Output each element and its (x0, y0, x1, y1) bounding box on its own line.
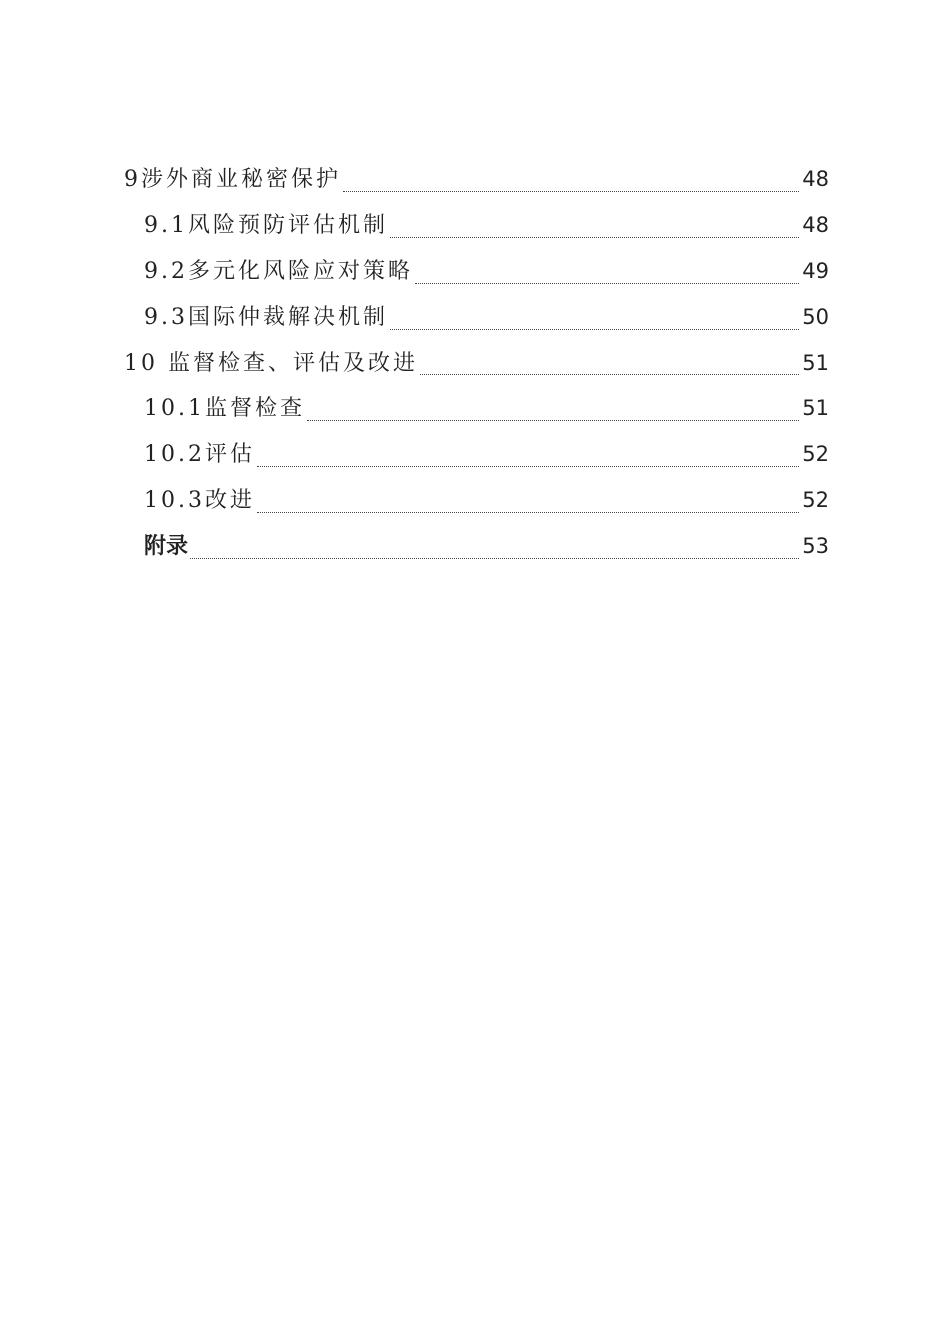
toc-entry-title: 风险预防评估机制 (188, 212, 389, 238)
toc-entry-title: 涉外商业秘密保护 (141, 167, 342, 192)
toc-entry-10-2[interactable] (124, 437, 829, 483)
toc-entry-9[interactable] (124, 162, 829, 208)
toc-entry-title: 评估 (204, 442, 255, 468)
toc-entry-10-1[interactable] (124, 391, 829, 437)
toc-entry-title: 国际仲裁解决机制 (188, 304, 389, 330)
dot-leader (420, 373, 799, 375)
toc-entry-10[interactable] (124, 346, 829, 392)
dot-leader (257, 465, 799, 467)
toc-entry-page: 52 (802, 488, 829, 513)
toc-entry-number: 10.3 (144, 488, 205, 514)
toc-entry-9-3[interactable] (124, 300, 829, 346)
toc-entry-9-2[interactable] (124, 254, 829, 300)
toc-entry-number: 10.2 (144, 442, 205, 468)
toc-entry-page: 48 (802, 167, 829, 191)
dot-leader (415, 282, 799, 284)
toc-entry-title: 监督检查 (204, 396, 305, 422)
toc-entry-number: 9.2 (144, 258, 188, 284)
dot-leader (190, 557, 799, 559)
toc-entry-number: 10 (124, 350, 158, 376)
toc-entry-number: 9 (124, 167, 141, 192)
toc-entry-9-1[interactable] (124, 208, 829, 254)
dot-leader (390, 236, 799, 238)
dot-leader (343, 190, 799, 192)
toc-entry-page: 48 (802, 212, 829, 237)
toc-entry-page: 49 (802, 258, 829, 283)
dot-leader (390, 328, 799, 330)
toc-entry-page: 53 (802, 534, 829, 559)
toc-entry-number: 9.1 (144, 212, 188, 238)
table-of-contents (124, 162, 829, 575)
toc-entry-number: 10.1 (144, 396, 205, 422)
toc-entry-title: 多元化风险应对策略 (188, 258, 414, 284)
toc-entry-page: 51 (802, 396, 829, 421)
toc-entry-page: 52 (802, 442, 829, 467)
toc-entry-title: 监督检查、评估及改进 (168, 350, 419, 376)
toc-entry-page: 51 (802, 350, 829, 375)
dot-leader (257, 511, 799, 513)
toc-entry-number: 9.3 (144, 304, 188, 330)
toc-entry-10-3[interactable] (124, 483, 829, 529)
toc-entry-appendix[interactable] (124, 529, 829, 575)
toc-entry-page: 50 (802, 304, 829, 329)
dot-leader (307, 419, 799, 421)
toc-entry-title: 附录 (144, 534, 189, 560)
toc-entry-title: 改进 (204, 488, 255, 514)
